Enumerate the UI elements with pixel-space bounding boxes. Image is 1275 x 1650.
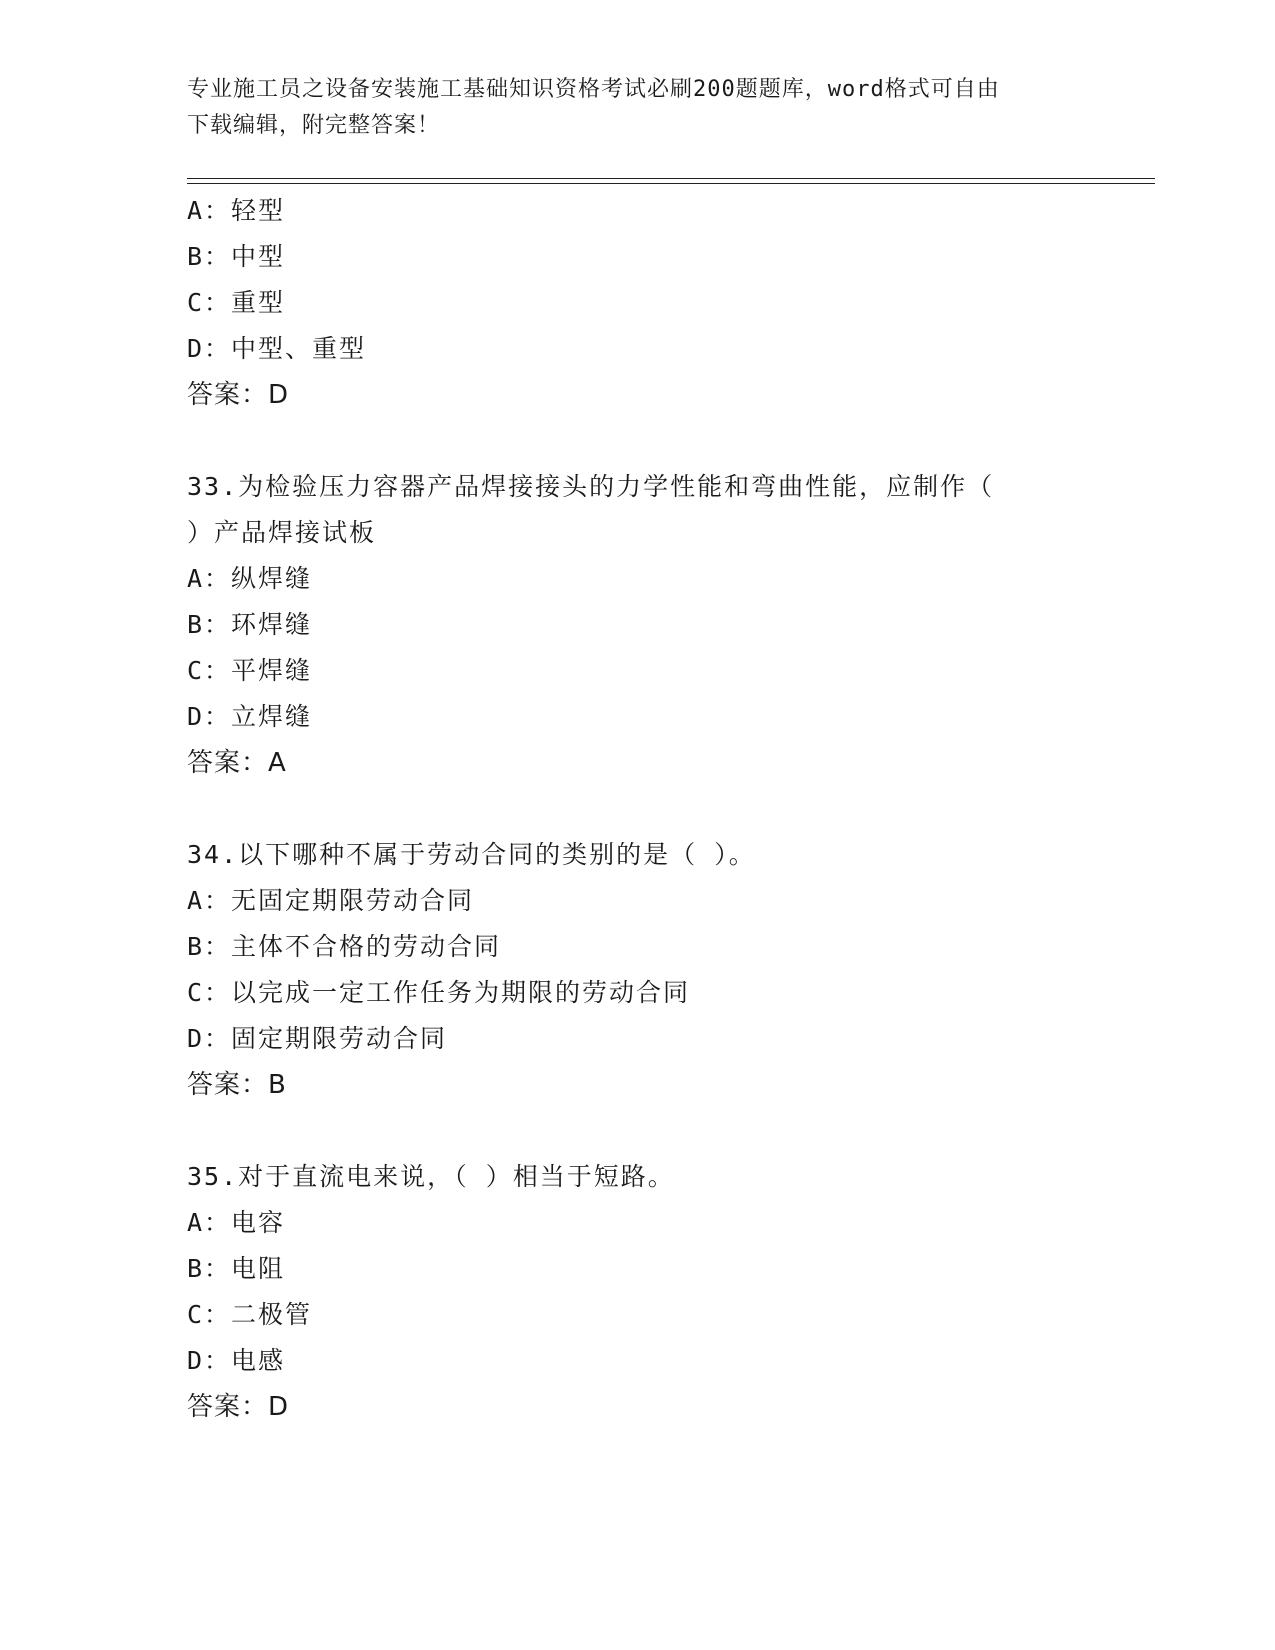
answer: 答案：A xyxy=(187,748,287,778)
question-stem: 34.以下哪种不属于劳动合同的类别的是（ ）。 xyxy=(187,840,756,869)
option-d: D：立焊缝 xyxy=(187,702,313,731)
option-c: C：重型 xyxy=(187,288,286,317)
question-stem: 35.对于直流电来说，（ ）相当于短路。 xyxy=(187,1162,675,1191)
option-b: B：中型 xyxy=(187,242,286,271)
option-d: D：中型、重型 xyxy=(187,334,367,363)
option-c: C：以完成一定工作任务为期限的劳动合同 xyxy=(187,978,691,1007)
option-c: C：平焊缝 xyxy=(187,656,313,685)
header-line-1: 专业施工员之设备安装施工基础知识资格考试必刷200题题库，word格式可自由 xyxy=(187,77,1000,102)
question-33 xyxy=(187,464,1087,786)
header-divider-top xyxy=(187,178,1155,179)
option-c: C：二极管 xyxy=(187,1300,313,1329)
question-stem-line-1: 33.为检验压力容器产品焊接接头的力学性能和弯曲性能，应制作（ xyxy=(187,472,995,501)
question-stem-line-2: ）产品焊接试板 xyxy=(187,518,377,547)
option-a: A：纵焊缝 xyxy=(187,564,313,593)
option-b: B：电阻 xyxy=(187,1254,286,1283)
option-d: D：固定期限劳动合同 xyxy=(187,1024,448,1053)
document-header xyxy=(187,72,1087,144)
header-line-2: 下载编辑，附完整答案！ xyxy=(187,113,441,138)
option-a: A：无固定期限劳动合同 xyxy=(187,886,475,915)
header-divider-bottom xyxy=(187,183,1155,184)
answer: 答案：B xyxy=(187,1070,287,1100)
option-d: D：电感 xyxy=(187,1346,286,1375)
question-32 xyxy=(187,188,1087,418)
question-35 xyxy=(187,1154,1087,1430)
answer: 答案：D xyxy=(187,380,290,410)
option-b: B：环焊缝 xyxy=(187,610,313,639)
option-a: A：轻型 xyxy=(187,196,286,225)
question-list xyxy=(187,188,1087,1430)
question-34 xyxy=(187,832,1087,1108)
option-b: B：主体不合格的劳动合同 xyxy=(187,932,502,961)
answer: 答案：D xyxy=(187,1392,290,1422)
option-a: A：电容 xyxy=(187,1208,286,1237)
